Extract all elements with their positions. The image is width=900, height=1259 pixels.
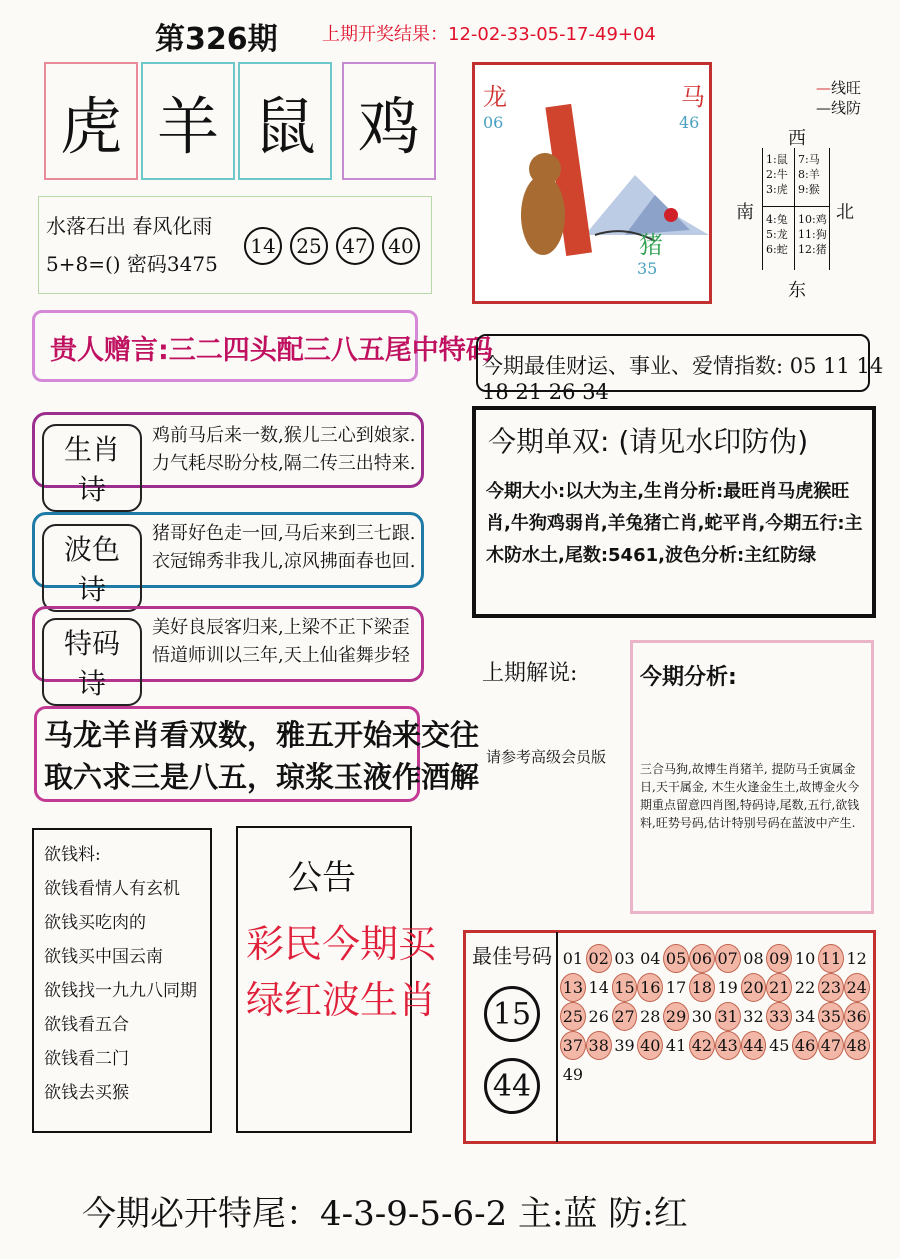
zodiac-box: 虎 bbox=[44, 62, 138, 180]
grid-number: 08 bbox=[743, 949, 764, 968]
issue-number: 第326期 bbox=[155, 22, 278, 57]
grid-number: 14 bbox=[588, 978, 609, 997]
grid-number: 17 bbox=[665, 978, 687, 997]
cell-item: 3:虎 bbox=[766, 183, 788, 196]
monkey-illustration bbox=[475, 65, 709, 301]
money-list bbox=[44, 838, 197, 1110]
grid-number: 19 bbox=[717, 978, 738, 997]
legend-label: 线旺 bbox=[831, 79, 862, 97]
wealth-text: 今期最佳财运、事业、爱情指数: 05 11 14 18 21 26 34 bbox=[482, 354, 884, 404]
grid-number: 35 bbox=[818, 1002, 844, 1031]
compass-east: 东 bbox=[788, 280, 806, 301]
notice-text bbox=[246, 916, 436, 1028]
grid-number: 45 bbox=[769, 1036, 790, 1055]
number-circle: 25 bbox=[290, 227, 328, 265]
grid-number: 38 bbox=[586, 1031, 612, 1060]
zodiac-box: 羊 bbox=[141, 62, 235, 180]
grid-number: 28 bbox=[640, 1007, 661, 1026]
grid-number: 15 bbox=[612, 973, 638, 1002]
poem-label: 波色诗 bbox=[42, 524, 142, 612]
poem-text bbox=[152, 614, 410, 670]
grid-number: 11 bbox=[818, 944, 844, 973]
zodiac-box: 鸡 bbox=[342, 62, 436, 180]
horse-label: 马 bbox=[681, 83, 705, 111]
compass-south: 南 bbox=[736, 202, 754, 223]
compass-cell bbox=[798, 212, 827, 257]
legend bbox=[816, 78, 861, 118]
money-item: 欲钱看二门 bbox=[44, 1049, 129, 1069]
grid-number: 47 bbox=[818, 1031, 844, 1060]
grid-number: 42 bbox=[689, 1031, 715, 1060]
pig-number: 35 bbox=[637, 259, 658, 278]
odd-even-title: 今期单双: (请见水印防伪) bbox=[488, 425, 809, 458]
grid-number: 16 bbox=[637, 973, 663, 1002]
money-item: 欲钱买中国云南 bbox=[44, 947, 163, 967]
pig-label: 猪 bbox=[639, 231, 663, 259]
cell-item: 10:鸡 bbox=[798, 213, 827, 226]
riddle-text bbox=[46, 207, 218, 283]
number-circle: 47 bbox=[336, 227, 374, 265]
verse-line: 取六求三是八五，琼浆玉液作酒解 bbox=[44, 760, 480, 794]
cell-item: 1:鼠 bbox=[766, 153, 788, 166]
horse-number: 46 bbox=[679, 113, 700, 132]
poem-label: 生肖诗 bbox=[42, 424, 142, 512]
legend-row bbox=[816, 78, 861, 98]
number-circle: 40 bbox=[382, 227, 420, 265]
cell-item: 9:猴 bbox=[798, 183, 820, 196]
cell-item: 12:猪 bbox=[798, 243, 827, 256]
compass-cell bbox=[766, 152, 788, 197]
poem-label: 特码诗 bbox=[42, 618, 142, 706]
grid-number: 12 bbox=[846, 949, 867, 968]
legend-label: 线防 bbox=[831, 99, 862, 117]
red-line-icon: — bbox=[816, 79, 831, 97]
grid-number: 10 bbox=[794, 949, 816, 968]
zodiac-picture bbox=[472, 62, 712, 304]
poem-line: 衣冠锦秀非我儿,凉风拂面春也回. bbox=[152, 551, 416, 572]
compass-cell bbox=[766, 212, 788, 257]
cell-item: 4:兔 bbox=[766, 213, 788, 226]
black-line-icon: — bbox=[816, 99, 831, 117]
cell-item: 11:狗 bbox=[798, 228, 827, 241]
poem-line: 猪哥好色走一回,马后来到三七跟. bbox=[152, 523, 416, 544]
riddle-line: 5+8=() 密码3475 bbox=[46, 252, 218, 276]
analysis-text: 三合马狗,故博生肖猪羊, 提防马壬寅属金日,天干属金, 木生火逢金生土,故博金火今期重点留意四肖图,特码诗,尾数,五行,欲钱料,旺势号码,估计特别号码在蓝波中产生. bbox=[640, 762, 860, 830]
grid-number: 32 bbox=[743, 1007, 764, 1026]
riddle-line: 水落石出 春风化雨 bbox=[46, 214, 213, 238]
grid-number: 02 bbox=[586, 944, 612, 973]
grid-number: 29 bbox=[663, 1002, 689, 1031]
poem-line: 美好良辰客归来,上梁不正下梁歪 bbox=[152, 617, 410, 638]
grid-number: 48 bbox=[844, 1031, 870, 1060]
guiren-text: 贵人赠言:三二四头配三八五尾中特码 bbox=[50, 335, 493, 366]
legend-row bbox=[816, 98, 861, 118]
best-number-circle: 44 bbox=[484, 1058, 540, 1114]
grid-number: 46 bbox=[792, 1031, 818, 1060]
compass-divider bbox=[794, 148, 795, 270]
grid-number: 03 bbox=[614, 949, 635, 968]
zodiac-box: 鼠 bbox=[238, 62, 332, 180]
final-line: 今期必开特尾：4-3-9-5-6-2 主:蓝 防:红 bbox=[82, 1194, 688, 1234]
grid-number: 31 bbox=[715, 1002, 741, 1031]
cell-item: 2:牛 bbox=[766, 168, 788, 181]
verse-line: 马龙羊肖看双数，雅五开始来交往 bbox=[44, 718, 480, 752]
cell-item: 6:蛇 bbox=[766, 243, 788, 256]
money-title: 欲钱料: bbox=[44, 845, 101, 865]
refer-text: 请参考高级会员版 bbox=[486, 748, 607, 766]
grid-number: 06 bbox=[689, 944, 715, 973]
grid-number: 23 bbox=[818, 973, 844, 1002]
grid-number: 24 bbox=[844, 973, 870, 1002]
grid-number: 13 bbox=[560, 973, 586, 1002]
compass-west: 西 bbox=[788, 128, 806, 149]
compass-divider bbox=[762, 206, 830, 207]
grid-number: 22 bbox=[794, 978, 816, 997]
grid-number: 01 bbox=[562, 949, 584, 968]
grid-number: 39 bbox=[614, 1036, 635, 1055]
grid-number: 07 bbox=[715, 944, 741, 973]
grid-number: 25 bbox=[560, 1002, 586, 1031]
number-circle: 14 bbox=[244, 227, 282, 265]
poem-text bbox=[152, 520, 415, 576]
notice-line: 绿红波生肖 bbox=[246, 978, 437, 1022]
grid-number: 44 bbox=[741, 1031, 767, 1060]
verse-text bbox=[44, 714, 479, 798]
analysis-title: 今期分析: bbox=[640, 665, 737, 690]
best-label: 最佳号码 bbox=[472, 944, 552, 968]
grid-number: 36 bbox=[844, 1002, 870, 1031]
number-grid bbox=[560, 944, 870, 1089]
grid-number: 41 bbox=[665, 1036, 687, 1055]
grid-number: 26 bbox=[588, 1007, 609, 1026]
cell-item: 5:龙 bbox=[766, 228, 788, 241]
grid-number: 04 bbox=[640, 949, 661, 968]
money-item: 欲钱看五合 bbox=[44, 1015, 129, 1035]
compass-cell bbox=[798, 152, 820, 197]
grid-number: 37 bbox=[560, 1031, 586, 1060]
grid-number: 21 bbox=[766, 973, 792, 1002]
cell-item: 7:马 bbox=[798, 153, 820, 166]
compass-north: 北 bbox=[836, 202, 854, 223]
grid-number: 43 bbox=[715, 1031, 741, 1060]
grid-number: 30 bbox=[691, 1007, 713, 1026]
cell-item: 8:羊 bbox=[798, 168, 820, 181]
best-number-circle: 15 bbox=[484, 986, 540, 1042]
grid-number: 34 bbox=[794, 1007, 816, 1026]
money-item: 欲钱找一九九八同期 bbox=[44, 981, 197, 1001]
grid-number: 33 bbox=[766, 1002, 792, 1031]
dragon-number: 06 bbox=[483, 113, 504, 132]
poem-text bbox=[152, 422, 415, 478]
money-item: 欲钱看情人有玄机 bbox=[44, 879, 180, 899]
notice-line: 彩民今期买 bbox=[246, 922, 437, 966]
grid-number: 20 bbox=[741, 973, 767, 1002]
poem-line: 鸡前马后来一数,猴儿三心到娘家. bbox=[152, 425, 416, 446]
grid-number: 05 bbox=[663, 944, 689, 973]
last-result: 上期开奖结果：12-02-33-05-17-49+04 bbox=[322, 24, 656, 45]
money-item: 欲钱买吃肉的 bbox=[44, 913, 146, 933]
notice-title: 公告 bbox=[288, 858, 356, 898]
last-explain: 上期解说: bbox=[482, 661, 578, 686]
grid-number: 18 bbox=[689, 973, 715, 1002]
money-item: 欲钱去买猴 bbox=[44, 1083, 129, 1103]
grid-number: 40 bbox=[637, 1031, 663, 1060]
odd-even-text: 今期大小:以大为主,生肖分析:最旺肖马虎猴旺肖,牛狗鸡弱肖,羊兔猪亡肖,蛇平肖,今期五行:主木防水土,尾数:5461,波色分析:主红防绿 bbox=[486, 481, 863, 566]
grid-number: 49 bbox=[562, 1065, 584, 1084]
poem-line: 力气耗尽盼分枝,隔二传三出特来. bbox=[152, 453, 416, 474]
poem-line: 悟道师训以三年,天上仙雀舞步轻 bbox=[152, 645, 410, 666]
dragon-label: 龙 bbox=[483, 83, 507, 111]
grid-number: 27 bbox=[612, 1002, 638, 1031]
grid-number: 09 bbox=[766, 944, 792, 973]
